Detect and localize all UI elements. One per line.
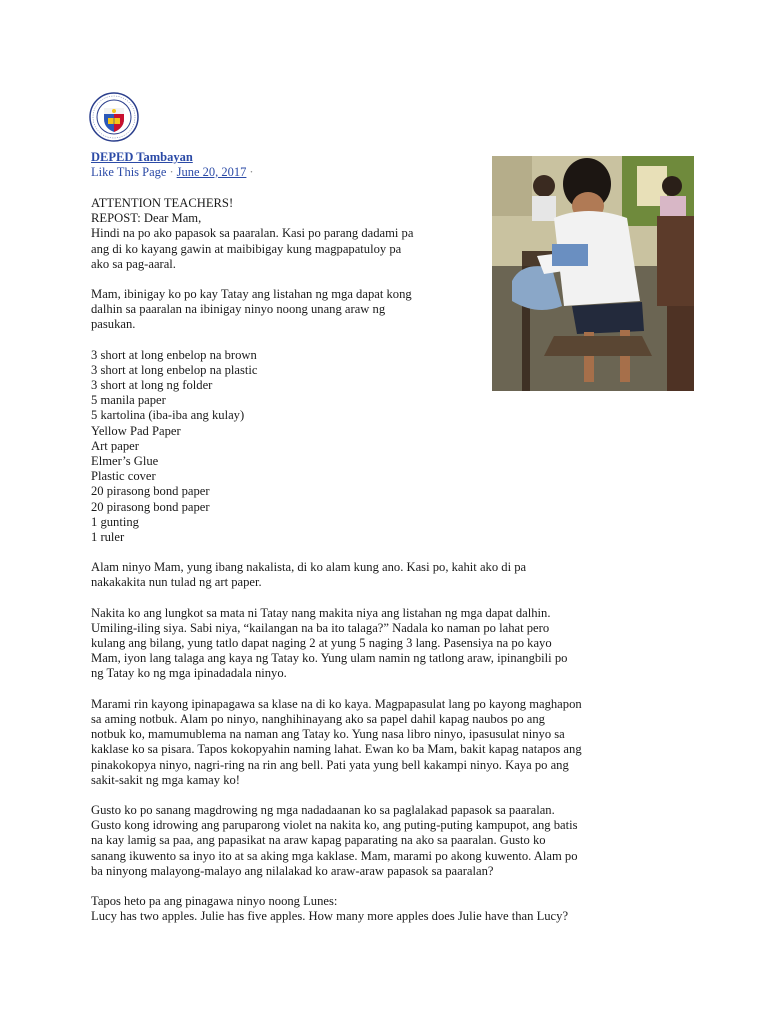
list-item: 3 short at long enbelop na plastic — [91, 362, 258, 377]
post-line: ba ninyong malayong-malayo ang nilalakad ko araw-araw papasok sa paaralan? — [91, 863, 494, 878]
post-line: notbuk ko, mamumublema na naman ang Tatay ko. Yung nasa libro ninyo, ipasusulat ninyo sa — [91, 727, 565, 742]
list-item: Elmer’s Glue — [91, 454, 159, 469]
post-line: ako sa pag-aaral. — [91, 256, 176, 271]
post-paragraph — [91, 803, 691, 879]
post-line: Gusto ko po sanang magdrowing ng mga nadadaanan ko sa paglalakad papasok sa paaralan. — [91, 802, 555, 817]
like-page-link[interactable]: Like This Page — [91, 165, 167, 179]
post-line: Marami rin kayong ipinapagawa sa klase na di ko kaya. Magpapasulat lang po kayong maghapon — [91, 696, 582, 711]
post-line: Mam, iyon lang talaga ang kaya ng Tatay ko. Yung ulam namin ng tatlong araw, ipinangbili po — [91, 651, 568, 666]
list-item: Art paper — [91, 438, 139, 453]
post-line: REPOST: Dear Mam, — [91, 211, 202, 226]
post-line: ATTENTION TEACHERS! — [91, 196, 234, 210]
list-item: 5 manila paper — [91, 393, 166, 408]
post-meta — [91, 165, 257, 180]
post-paragraph — [91, 287, 481, 333]
list-item: 1 ruler — [91, 530, 125, 545]
post-date-link[interactable]: June 20, 2017 — [176, 165, 247, 179]
post-line: Lucy has two apples. Julie has five apples. How many more apples does Julie have than Lucy? — [91, 909, 569, 924]
list-item: Yellow Pad Paper — [91, 423, 181, 438]
post-body — [91, 196, 691, 939]
post-paragraph — [91, 560, 691, 590]
post-line: pasukan. — [91, 317, 136, 332]
list-item: 20 pirasong bond paper — [91, 484, 210, 499]
post-line: ng Tatay ko ng mga ipinadadala ninyo. — [91, 666, 287, 681]
post-line: na kay lamig sa paa, ang papasikat na araw kapag paparating na ako sa paaralan. Gusto ko — [91, 833, 546, 848]
post-line: sakit-sakit ng mga kamay ko! — [91, 772, 240, 787]
list-item: Plastic cover — [91, 469, 156, 484]
page-name-link[interactable]: DEPED Tambayan — [91, 150, 193, 164]
post-paragraph — [91, 606, 691, 682]
post-line: sa aming notbuk. Alam po ninyo, nanghihinayang ako sa papel dahil kapag naubos po ang — [91, 711, 545, 726]
supply-list — [91, 348, 691, 546]
post-line: Gusto kong idrowing ang paruparong violet na nakita ko, ang puting-puting kampupot, ang batis — [91, 818, 578, 833]
post-paragraph — [91, 697, 691, 788]
list-item: 3 short at long ng folder — [91, 378, 213, 393]
post-line: sanang ikuwento sa inyo ito at sa aking mga kaklase. Mam, marami po akong kuwento. Alam po — [91, 848, 578, 863]
post-line: dalhin sa paaralan na ibinigay ninyo noong unang araw ng — [91, 302, 386, 317]
list-item: 20 pirasong bond paper — [91, 499, 210, 514]
post-paragraph — [91, 894, 691, 924]
post-line: Hindi na po ako papasok sa paaralan. Kasi po parang dadami pa — [91, 226, 414, 241]
post-intro — [91, 196, 481, 272]
deped-seal-logo — [89, 92, 139, 142]
post-line: Nakita ko ang lungkot sa mata ni Tatay nang makita niya ang listahan ng mga dapat dalhin. — [91, 605, 551, 620]
post-line: Alam ninyo Mam, yung ibang nakalista, di ko alam kung ano. Kasi po, kahit ako di pa — [91, 560, 527, 575]
post-line: Umiling-iling siya. Sabi niya, “kailangan na ba ito talaga?” Nadala ko naman po lahat pero — [91, 620, 550, 635]
meta-separator: · — [169, 165, 174, 179]
list-item: 1 gunting — [91, 514, 139, 529]
post-line: kaklase ko sa pisara. Tapos kokopyahin naming lahat. Ewan ko ba Mam, bakit kapag natapos ang — [91, 742, 582, 757]
post-line: ang di ko kayang gawin at maibibigay kung magpapatuloy pa — [91, 241, 402, 256]
post-line: pinakokopya ninyo, nagri-ring na rin ang bell. Pati yata yung bell kakampi ninyo. Kaya po ang — [91, 757, 569, 772]
post-line: nakakakita nun tulad ng art paper. — [91, 575, 262, 590]
post-line: Tapos heto pa ang pinagawa ninyo noong Lunes: — [91, 893, 338, 908]
post-header — [91, 150, 257, 180]
list-item: 3 short at long enbelop na brown — [91, 347, 257, 362]
list-item: 5 kartolina (iba-iba ang kulay) — [91, 408, 245, 423]
post-line: kulang ang bilang, yung tatlo dapat naging 2 at yung 5 naging 3 lang. Pasensiya na po kayo — [91, 636, 552, 651]
meta-separator-trailing: · — [249, 165, 254, 179]
post-line: Mam, ibinigay ko po kay Tatay ang listahan ng mga dapat kong — [91, 287, 412, 302]
